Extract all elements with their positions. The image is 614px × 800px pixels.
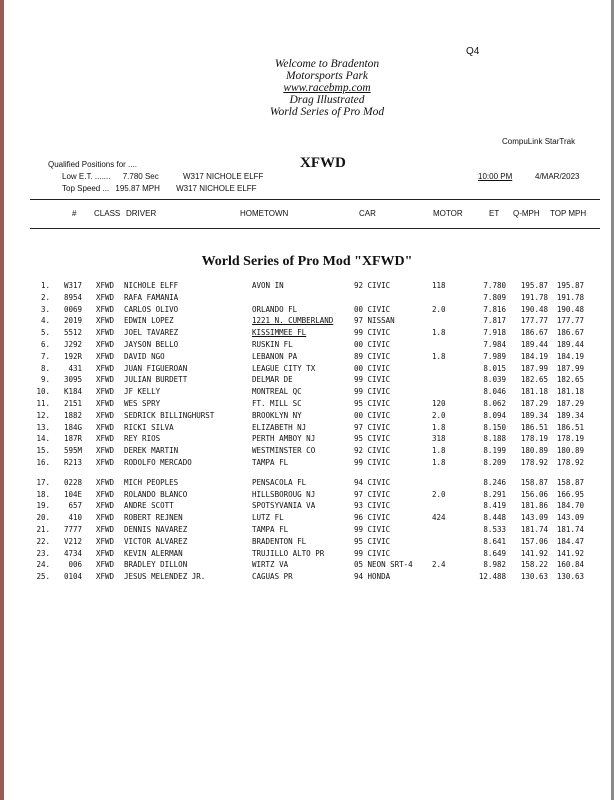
cell-top-mph: 186.51: [556, 422, 584, 432]
cell-hometown: PERTH AMBOY NJ: [252, 434, 316, 444]
cell-q-mph: 141.92: [520, 548, 548, 558]
cell-driver: JULIAN BURDETT: [124, 375, 188, 385]
table-row: [0, 305, 614, 317]
cell-driver: SEDRICK BILLINGHURST: [124, 410, 215, 420]
cell-top-mph: 177.77: [556, 316, 584, 326]
cell-et: 8.533: [483, 525, 506, 534]
cell-class: XFWD: [96, 351, 115, 361]
cell-hometown: AVON IN: [252, 281, 284, 290]
cell-et: 7.989: [483, 351, 506, 361]
cell-motor: 1.8: [432, 351, 446, 361]
cell-q-mph: 157.06: [520, 536, 548, 546]
cell-class: XFWD: [96, 489, 115, 499]
cell-car-number: 184G: [63, 422, 82, 432]
cell-top-mph: 178.92: [556, 458, 584, 467]
cell-class: XFWD: [96, 281, 115, 290]
cell-car: 97 NISSAN: [354, 316, 395, 326]
cell-motor: 1.8: [432, 446, 446, 456]
cell-position: 21.: [36, 525, 50, 534]
cell-et: 8.039: [483, 375, 506, 385]
cell-position: 15.: [36, 446, 50, 456]
cell-position: 17.: [36, 477, 50, 487]
col-header-motor: MOTOR: [433, 209, 463, 218]
cell-hometown: RUSKIN FL: [252, 340, 293, 349]
cell-position: 18.: [36, 489, 50, 499]
cell-q-mph: 186.51: [520, 422, 548, 432]
cell-car-number: 3095: [63, 375, 82, 385]
table-row: [0, 364, 614, 376]
cell-hometown: TAMPA FL: [252, 525, 289, 534]
cell-class: XFWD: [96, 446, 115, 456]
cell-q-mph: 156.06: [520, 489, 548, 499]
cell-class: XFWD: [96, 340, 115, 349]
table-row: [0, 281, 614, 293]
cell-q-mph: 189.34: [520, 410, 548, 420]
cell-position: 23.: [36, 548, 50, 558]
header-line-sponsor: Drag Illustrated: [289, 94, 365, 106]
cell-car-number: 7777: [63, 525, 82, 534]
cell-driver: DEREK MARTIN: [124, 446, 179, 456]
table-row: [0, 446, 614, 458]
cell-car: 97 CIVIC: [354, 489, 391, 499]
cell-position: 4.: [40, 316, 50, 326]
cell-class: XFWD: [96, 363, 115, 373]
cell-motor: 2.0: [432, 489, 446, 499]
cell-hometown: LEAGUE CITY TX: [252, 363, 316, 373]
cell-q-mph: 181.18: [520, 387, 548, 397]
cell-class: XFWD: [96, 328, 115, 338]
cell-motor: 1.8: [432, 328, 446, 338]
cell-motor: 318: [432, 434, 446, 444]
cell-car: 94 CIVIC: [354, 477, 391, 487]
col-header-car: CAR: [359, 209, 376, 218]
cell-position: 13.: [36, 422, 50, 432]
cell-class: XFWD: [96, 434, 115, 444]
cell-hometown: BRADENTON FL: [252, 536, 307, 546]
header-line-url: www.racebmp.com: [283, 82, 371, 94]
cell-et: 8.150: [483, 422, 506, 432]
cell-driver: JUAN FIGUEROAN: [124, 363, 188, 373]
cell-driver: KEVIN ALERMAN: [124, 548, 183, 558]
cell-class: XFWD: [96, 536, 115, 546]
cell-top-mph: 158.87: [556, 477, 584, 487]
table-row: [0, 328, 614, 340]
cell-car: 99 CIVIC: [354, 548, 391, 558]
table-row: [0, 549, 614, 561]
cell-car: 92 CIVIC: [354, 446, 391, 456]
cell-top-mph: 181.18: [556, 387, 584, 397]
cell-car-number: 8954: [63, 292, 82, 302]
cell-top-mph: 182.65: [556, 375, 584, 385]
cell-hometown: LEBANON PA: [252, 351, 298, 361]
cell-car: 05 NEON SRT-4: [354, 560, 413, 570]
cell-top-mph: 186.67: [556, 328, 584, 338]
cell-motor: 120: [432, 399, 446, 408]
cell-car: 99 CIVIC: [354, 525, 391, 534]
cell-q-mph: 143.09: [520, 513, 548, 523]
cell-q-mph: 189.44: [520, 340, 548, 349]
cell-top-mph: 191.78: [556, 292, 584, 302]
table-row: [0, 316, 614, 328]
report-date: 4/MAR/2023: [535, 172, 580, 181]
cell-position: 8.: [40, 363, 50, 373]
header-rule-top: [30, 199, 600, 200]
table-row: [0, 501, 614, 513]
table-row: [0, 537, 614, 549]
cell-et: 8.649: [483, 548, 506, 558]
cell-q-mph: 184.19: [520, 351, 548, 361]
cell-position: 9.: [40, 375, 50, 385]
cell-class: XFWD: [96, 572, 115, 582]
low-et-value: 7.780 Sec: [122, 172, 159, 181]
cell-car-number: 192R: [63, 351, 82, 361]
cell-position: 10.: [36, 387, 50, 397]
cell-et: 8.199: [483, 446, 506, 456]
cell-top-mph: 189.44: [556, 340, 584, 349]
cell-car: 00 CIVIC: [354, 410, 391, 420]
cell-hometown: TRUJILLO ALTO PR: [252, 548, 325, 558]
cell-hometown: 1221 N. CUMBERLAND: [252, 316, 334, 326]
cell-class: XFWD: [96, 410, 115, 420]
cell-top-mph: 184.47: [556, 536, 584, 546]
cell-top-mph: 190.48: [556, 304, 584, 314]
cell-hometown: PENSACOLA FL: [252, 477, 307, 487]
cell-driver: WES SPRY: [124, 399, 161, 408]
cell-hometown: KISSIMMEE FL: [252, 328, 307, 338]
section-title: World Series of Pro Mod "XFWD": [201, 254, 413, 269]
cell-et: 7.809: [483, 292, 506, 302]
cell-driver: JAYSON BELLO: [124, 340, 179, 349]
cell-top-mph: 184.19: [556, 351, 584, 361]
cell-position: 20.: [36, 513, 50, 523]
cell-car: 95 CIVIC: [354, 434, 391, 444]
cell-et: 8.291: [483, 489, 506, 499]
cell-position: 24.: [36, 560, 50, 570]
report-time: 10:00 PM: [478, 172, 513, 181]
top-speed-racer: W317 NICHOLE ELFF: [176, 184, 257, 193]
cell-car-number: 4734: [63, 548, 82, 558]
cell-motor: 2.4: [432, 560, 446, 570]
cell-class: XFWD: [96, 399, 115, 408]
table-row: [0, 387, 614, 399]
cell-hometown: TAMPA FL: [252, 458, 289, 467]
cell-hometown: WIRTZ VA: [252, 560, 289, 570]
cell-car: 93 CIVIC: [354, 501, 391, 511]
table-row: [0, 560, 614, 572]
table-row: [0, 423, 614, 435]
cell-position: 16.: [36, 458, 50, 467]
cell-q-mph: 180.89: [520, 446, 548, 456]
top-speed-label: Top Speed ...: [62, 184, 110, 193]
cell-top-mph: 178.19: [556, 434, 584, 444]
header-line-track: Motorsports Park: [285, 70, 369, 82]
col-header-num: #: [72, 209, 77, 218]
cell-class: XFWD: [96, 292, 115, 302]
table-row: [0, 399, 614, 411]
cell-top-mph: 143.09: [556, 513, 584, 523]
cell-car-number: J292: [63, 340, 82, 349]
cell-car: 94 HONDA: [354, 572, 391, 582]
cell-position: 7.: [40, 351, 50, 361]
cell-driver: MICH PEOPLES: [124, 477, 179, 487]
cell-position: 6.: [40, 340, 50, 349]
cell-driver: ANDRE SCOTT: [124, 501, 174, 511]
cell-et: 8.246: [483, 477, 506, 487]
cell-q-mph: 191.78: [520, 292, 548, 302]
cell-driver: RICKI SILVA: [124, 422, 174, 432]
cell-q-mph: 187.29: [520, 399, 548, 408]
cell-hometown: CAGUAS PR: [252, 572, 293, 582]
cell-et: 8.046: [483, 387, 506, 397]
cell-driver: RAFA FAMANIA: [124, 292, 179, 302]
cell-driver: CARLOS OLIVO: [124, 304, 179, 314]
cell-q-mph: 181.86: [520, 501, 548, 511]
cell-car-number: 006: [68, 560, 82, 570]
table-row: [0, 340, 614, 352]
cell-et: 12.488: [478, 572, 506, 582]
header-line-series: World Series of Pro Mod: [269, 106, 385, 118]
event-header: [0, 58, 614, 118]
cell-driver: ROBERT REJNEN: [124, 513, 183, 523]
cell-car-number: 0104: [63, 572, 82, 582]
cell-et: 7.817: [483, 316, 506, 326]
col-header-driver: DRIVER: [126, 209, 157, 218]
cell-class: XFWD: [96, 316, 115, 326]
cell-class: XFWD: [96, 422, 115, 432]
qualified-label: Qualified Positions for ....: [48, 160, 137, 169]
cell-position: 22.: [36, 536, 50, 546]
table-row: [0, 513, 614, 525]
cell-q-mph: 177.77: [520, 316, 548, 326]
cell-car-number: 2019: [63, 316, 82, 326]
cell-hometown: ORLANDO FL: [252, 304, 298, 314]
table-row: [0, 458, 614, 470]
cell-et: 8.419: [483, 501, 506, 511]
cell-q-mph: 190.48: [520, 304, 548, 314]
cell-car-number: 0228: [63, 477, 82, 487]
cell-hometown: ELIZABETH NJ: [252, 422, 307, 432]
cell-class: XFWD: [96, 560, 115, 570]
cell-et: 7.918: [483, 328, 506, 338]
cell-car: 92 CIVIC: [354, 281, 391, 290]
table-row: [0, 572, 614, 584]
cell-et: 8.062: [483, 399, 506, 408]
cell-q-mph: 195.87: [520, 281, 548, 290]
cell-car: 89 CIVIC: [354, 351, 391, 361]
cell-et: 7.816: [483, 304, 506, 314]
cell-top-mph: 180.89: [556, 446, 584, 456]
cell-class: XFWD: [96, 387, 115, 397]
cell-position: 3.: [40, 304, 50, 314]
cell-car: 99 CIVIC: [354, 375, 391, 385]
table-row: [0, 478, 614, 490]
cell-hometown: WESTMINSTER CO: [252, 446, 316, 456]
cell-car-number: 595M: [63, 446, 82, 456]
cell-et: 8.641: [483, 536, 506, 546]
cell-car: 99 CIVIC: [354, 328, 391, 338]
col-header-qmph: Q-MPH: [513, 209, 540, 218]
cell-class: XFWD: [96, 375, 115, 385]
cell-driver: VICTOR ALVAREZ: [124, 536, 188, 546]
cell-motor: 1.8: [432, 422, 446, 432]
cell-driver: BRADLEY DILLON: [124, 560, 188, 570]
table-row: [0, 411, 614, 423]
cell-car-number: 410: [68, 513, 82, 523]
cell-driver: DENNIS NAVAREZ: [124, 525, 188, 534]
cell-q-mph: 158.87: [520, 477, 548, 487]
cell-hometown: HILLSBOROUG NJ: [252, 489, 316, 499]
header-rule-bottom: [30, 228, 600, 229]
top-speed-line: [62, 184, 257, 193]
cell-top-mph: 141.92: [556, 548, 584, 558]
cell-driver: REY RIOS: [124, 434, 161, 444]
cell-et: 7.780: [483, 281, 506, 290]
cell-class: XFWD: [96, 525, 115, 534]
cell-car-number: 104E: [63, 489, 82, 499]
cell-car: 00 CIVIC: [354, 304, 391, 314]
cell-car-number: K184: [63, 387, 82, 397]
cell-et: 8.982: [483, 560, 506, 570]
cell-top-mph: 187.29: [556, 399, 584, 408]
cell-class: XFWD: [96, 513, 115, 523]
cell-driver: EDWIN LOPEZ: [124, 316, 174, 326]
cell-car-number: 657: [68, 501, 82, 511]
cell-car: 96 CIVIC: [354, 513, 391, 523]
cell-position: 5.: [40, 328, 50, 338]
cell-car: 97 CIVIC: [354, 422, 391, 432]
cell-car: 99 CIVIC: [354, 387, 391, 397]
table-row: [0, 352, 614, 364]
cell-car-number: 5512: [63, 328, 82, 338]
table-row: [0, 434, 614, 446]
cell-class: XFWD: [96, 477, 115, 487]
cell-hometown: DELMAR DE: [252, 375, 293, 385]
class-title: XFWD: [300, 155, 346, 171]
cell-car-number: 1882: [63, 410, 82, 420]
cell-car-number: V212: [63, 536, 82, 546]
cell-q-mph: 178.92: [520, 458, 548, 467]
cell-class: XFWD: [96, 548, 115, 558]
col-header-topmph: TOP MPH: [550, 209, 587, 218]
cell-et: 8.188: [483, 434, 506, 444]
cell-hometown: FT. MILL SC: [252, 399, 302, 408]
col-header-hometown: HOMETOWN: [240, 209, 289, 218]
cell-car-number: 0069: [63, 304, 82, 314]
cell-car-number: 431: [68, 363, 82, 373]
cell-q-mph: 158.22: [520, 560, 548, 570]
cell-top-mph: 130.63: [556, 572, 584, 582]
cell-class: XFWD: [96, 501, 115, 511]
cell-top-mph: 181.74: [556, 525, 584, 534]
low-et-label: Low E.T. .......: [62, 172, 111, 181]
cell-top-mph: 187.99: [556, 363, 584, 373]
cell-car-number: R213: [63, 458, 82, 467]
col-header-class: CLASS: [94, 209, 121, 218]
cell-motor: 2.0: [432, 304, 446, 314]
low-et-line: [62, 172, 263, 181]
cell-car-number: W317: [63, 281, 82, 290]
software-name: CompuLink StarTrak: [502, 137, 576, 146]
cell-hometown: MONTREAL QC: [252, 387, 302, 397]
cell-position: 11.: [36, 399, 50, 408]
cell-top-mph: 166.95: [556, 489, 584, 499]
cell-et: 8.094: [483, 410, 506, 420]
cell-car: 00 CIVIC: [354, 363, 391, 373]
cell-et: 7.984: [483, 340, 506, 349]
cell-position: 1.: [40, 281, 50, 290]
cell-position: 19.: [36, 501, 50, 511]
cell-q-mph: 130.63: [520, 572, 548, 582]
cell-car: 00 CIVIC: [354, 340, 391, 349]
cell-hometown: SPOTSYVANIA VA: [252, 501, 316, 511]
cell-driver: RODOLFO MERCADO: [124, 458, 192, 467]
cell-top-mph: 195.87: [556, 281, 584, 290]
cell-top-mph: 184.70: [556, 501, 584, 511]
low-et-racer: W317 NICHOLE ELFF: [182, 172, 264, 181]
table-row: [0, 525, 614, 537]
cell-driver: DAVID NGO: [124, 351, 165, 361]
cell-q-mph: 181.74: [520, 525, 548, 534]
cell-top-mph: 160.84: [556, 560, 584, 570]
cell-q-mph: 187.99: [520, 363, 548, 373]
cell-q-mph: 178.19: [520, 434, 548, 444]
top-speed-value: 195.87 MPH: [115, 184, 160, 193]
cell-q-mph: 186.67: [520, 328, 548, 338]
cell-hometown: LUTZ FL: [252, 513, 284, 523]
cell-car: 95 CIVIC: [354, 536, 391, 546]
header-line-welcome: Welcome to Bradenton: [274, 58, 380, 70]
cell-driver: JF KELLY: [124, 387, 161, 397]
table-row: [0, 490, 614, 502]
cell-position: 2.: [40, 292, 50, 302]
cell-driver: JESUS MELENDEZ JR.: [124, 572, 206, 582]
cell-driver: JOEL TAVAREZ: [124, 328, 179, 338]
cell-motor: 1.8: [432, 458, 446, 467]
cell-top-mph: 189.34: [556, 410, 584, 420]
cell-q-mph: 182.65: [520, 375, 548, 385]
cell-car-number: 2151: [63, 399, 82, 408]
cell-position: 12.: [36, 410, 50, 420]
cell-driver: NICHOLE ELFF: [124, 281, 179, 290]
cell-et: 8.209: [483, 458, 506, 467]
cell-car: 99 CIVIC: [354, 458, 391, 467]
cell-hometown: BROOKLYN NY: [252, 410, 302, 420]
cell-class: XFWD: [96, 458, 115, 467]
cell-car-number: 187R: [63, 434, 82, 444]
cell-car: 95 CIVIC: [354, 399, 391, 408]
col-header-et: ET: [489, 209, 500, 218]
cell-position: 25.: [36, 572, 50, 582]
cell-position: 14.: [36, 434, 50, 444]
table-row: [0, 293, 614, 305]
cell-driver: ROLANDO BLANCO: [124, 489, 188, 499]
cell-class: XFWD: [96, 304, 115, 314]
cell-et: 8.015: [483, 363, 506, 373]
cell-motor: 424: [432, 513, 446, 523]
cell-motor: 2.0: [432, 410, 446, 420]
cell-et: 8.448: [483, 513, 506, 523]
page-reference: Q4: [466, 46, 480, 57]
table-row: [0, 375, 614, 387]
cell-motor: 118: [432, 281, 446, 290]
